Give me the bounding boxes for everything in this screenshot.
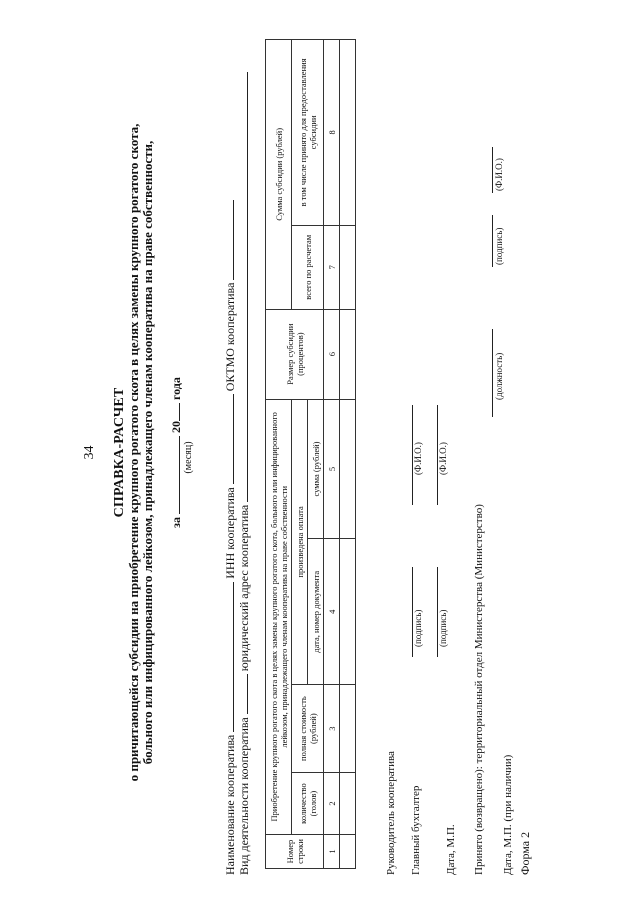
column-number-2: 2: [324, 773, 340, 835]
oktmo-label: ОКТМО кооператива: [223, 282, 237, 392]
column-number-1: 1: [324, 835, 340, 869]
header-subsidy-included: в том числе принято для предоставления субсидии: [292, 40, 324, 226]
period-line: [168, 0, 184, 905]
empty-cell: [340, 309, 356, 399]
title-line-2: больного или инфицированного лейкозом, принадлежащего членам кооператива на праве собственности,: [140, 140, 155, 765]
coop-name-blank: [222, 582, 234, 732]
month-caption: (месяц): [183, 441, 194, 474]
empty-cell: [340, 399, 356, 539]
accountant-signature-caption: (подпись): [438, 609, 448, 647]
page-number: 34: [82, 445, 97, 460]
accountant-label: Главный бухгалтер: [410, 785, 422, 875]
accepted-fio-caption: (Ф.И.О.): [494, 158, 504, 191]
coop-info-row-2: [236, 72, 252, 875]
date-stamp-optional: Дата, М.П. (при наличии): [502, 754, 514, 875]
empty-cell: [340, 773, 356, 835]
header-payment-group: произведена оплата: [292, 399, 308, 685]
empty-cell: [340, 225, 356, 309]
column-number-7: 7: [324, 225, 340, 309]
year-blank: [168, 403, 180, 421]
inn-blank: [222, 394, 234, 484]
header-payment-sum: сумма (рублей): [308, 399, 324, 539]
header-row-number: Номер строки: [266, 835, 324, 869]
inn-label: ИНН кооператива: [223, 487, 237, 579]
column-number-3: 3: [324, 685, 340, 773]
empty-cell: [340, 685, 356, 773]
form-label: Форма 2: [518, 831, 532, 875]
period-suffix: года: [169, 377, 183, 401]
header-subsidy-total: всего по расчетам: [292, 225, 324, 309]
header-purchase-group: Приобретение крупного рогатого скота в целях замены крупного рогатого скота, больного или инфицированного лейкозом, принадлежащего членам кооператива на праве собственности: [266, 399, 292, 834]
coop-name-label: Наименование кооператива: [223, 734, 237, 875]
activity-label: Вид деятельности кооператива: [237, 717, 251, 875]
empty-cell: [340, 40, 356, 226]
period-year: 20: [169, 421, 183, 434]
address-blank: [236, 72, 248, 502]
accountant-fio-caption: (Ф.И.О.): [438, 442, 448, 475]
month-blank: [168, 436, 180, 514]
empty-cell: [340, 835, 356, 869]
column-number-5: 5: [324, 399, 340, 539]
title-main: СПРАВКА-РАСЧЕТ: [112, 387, 127, 518]
period-prefix: за: [169, 517, 183, 528]
date-stamp-label: Дата, М.П.: [445, 824, 457, 875]
header-quantity: количество (голов): [292, 773, 324, 835]
document-title: [113, 0, 155, 905]
header-subsidy-rate: Размер субсидии (процентов): [266, 309, 324, 399]
subsidy-table: [265, 39, 356, 869]
accepted-label: Принято (возвращено): территориальный отдел Министерства (Министерство): [473, 504, 485, 875]
head-signature-caption: (подпись): [413, 609, 423, 647]
accepted-fio-line: [492, 147, 493, 193]
header-full-cost: полная стоимость (рублей): [292, 685, 324, 773]
column-number-4: 4: [324, 539, 340, 685]
header-document: дата, номер документа: [308, 539, 324, 685]
oktmo-blank: [222, 200, 234, 280]
accepted-signature-caption: (подпись): [494, 227, 504, 265]
title-line-1: о причитающейся субсидии на приобретение крупного рогатого скота в целях замены крупного рогатого скота,: [126, 123, 141, 782]
activity-blank: [236, 674, 248, 714]
column-number-8: 8: [324, 40, 340, 226]
header-subsidy-sum-group: Сумма субсидии (рублей): [266, 40, 292, 310]
head-label: Руководитель кооператива: [385, 751, 397, 875]
column-number-6: 6: [324, 309, 340, 399]
head-fio-caption: (Ф.И.О.): [413, 442, 423, 475]
accepted-signature-line: [492, 215, 493, 267]
empty-cell: [340, 539, 356, 685]
position-caption: (должность): [494, 352, 504, 400]
position-line: [492, 329, 493, 417]
address-label: юридический адрес кооператива: [237, 504, 251, 672]
